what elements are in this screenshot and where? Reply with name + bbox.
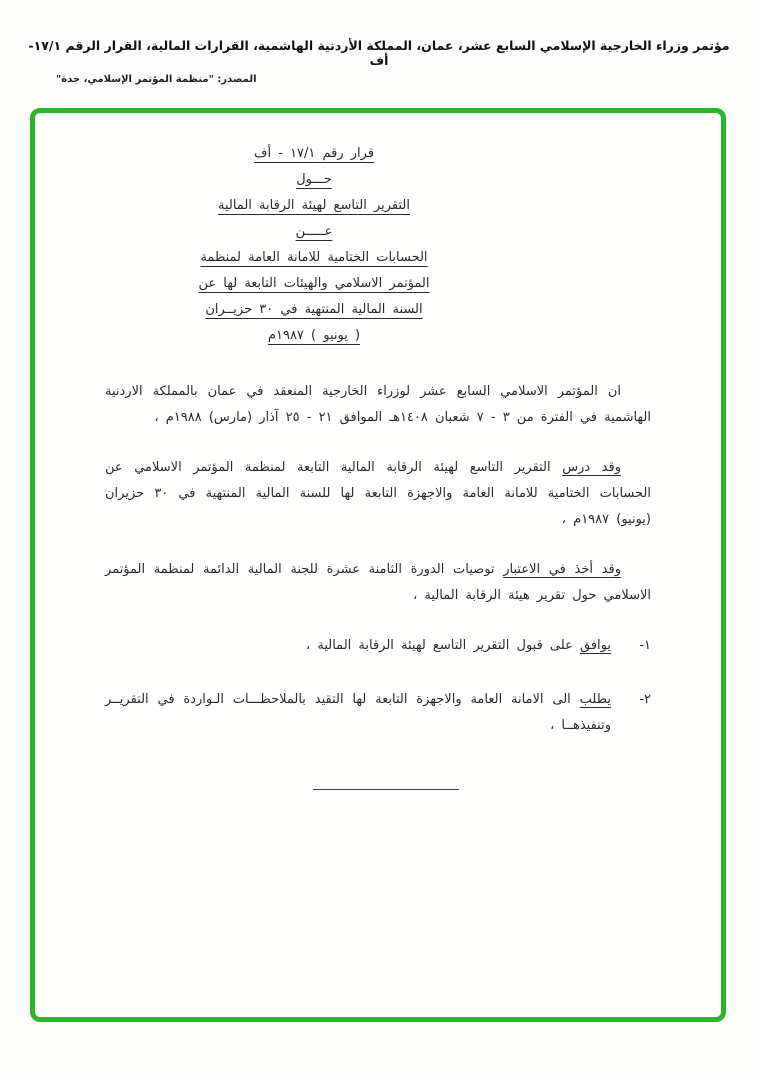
item-number: ٢- xyxy=(639,692,651,707)
paragraph-lead: وقد درس xyxy=(562,460,621,475)
item-lead: يطلب xyxy=(579,692,611,707)
title-line: ( يونيو ) ١٩٨٧م xyxy=(267,328,361,343)
item-lead: يوافق xyxy=(579,638,611,653)
page-header-line: مؤتمر وزراء الخارجية الإسلامي السابع عشر، عمان، المملكة الأردنية الهاشمية، القرارات المالية، القرار الرقم ١٧/١-أف xyxy=(28,38,730,68)
item-rest: على قبول التقرير التاسع لهيئة الرقابة المالية ، xyxy=(306,638,573,653)
item-number: ١- xyxy=(639,638,651,653)
operative-items xyxy=(105,633,651,739)
title-line: الحسابات الختامية للامانة العامة لمنظمة xyxy=(200,250,428,265)
resolution-title-block xyxy=(198,141,429,349)
source-line: المصدر: "منظمة المؤتمر الإسلامي، جدة" xyxy=(56,74,257,85)
document-body xyxy=(35,113,721,1017)
title-line: قرار رقم ١٧/١ - أف xyxy=(253,146,375,161)
preamble-paragraph xyxy=(105,455,651,533)
item-rest: الى الامانة العامة والاجهزة التابعة لها التقيد بالملاحظـــات الـواردة في التقريــر وتنفيذهــا ، xyxy=(105,692,611,733)
title-line: عـــــن xyxy=(295,224,333,239)
paragraph-lead: وقد أخذ في الاعتبار xyxy=(503,562,621,577)
title-line: المؤتمر الاسلامي والهيئات التابعة لها عن xyxy=(198,276,430,291)
paragraph-text: التقرير التاسع لهيئة الرقابة المالية التابعة لمنظمة المؤتمر الاسلامي عن الحسابات الختامية للامانة العامة والاجهزة التابعة لها للسنة المالية المنتهية في ٣٠ حزيران (يونيو) ١٩٨٧م ، xyxy=(105,460,651,527)
list-item xyxy=(105,633,651,659)
preamble-paragraph xyxy=(105,557,651,609)
item-text xyxy=(105,687,611,739)
paragraph-text: توصيات الدورة الثامنة عشرة للجنة المالية الدائمة لمنظمة المؤتمر الاسلامي حول تقرير هيئة الرقابة المالية ، xyxy=(105,562,651,603)
paragraph-text: ان المؤتمر الاسلامي السابع عشر لوزراء الخارجية المنعقد في عمان بالمملكة الاردنية الهاشمية في الفترة من ٣ - ٧ شعبان ١٤٠٨هـ الموافق ٢١ - ٢٥ آذار (مارس) ١٩٨٨م ، xyxy=(105,384,651,425)
title-line: حـــول xyxy=(296,172,332,187)
document-frame xyxy=(30,108,726,1022)
list-item xyxy=(105,687,651,739)
item-text xyxy=(105,633,611,659)
title-line: السنة المالية المنتهية في ٣٠ حزيــران xyxy=(205,302,423,317)
separator-rule xyxy=(313,789,459,790)
preamble-paragraph xyxy=(105,379,651,431)
title-line: التقرير التاسع لهيئة الرقابة المالية xyxy=(217,198,410,213)
